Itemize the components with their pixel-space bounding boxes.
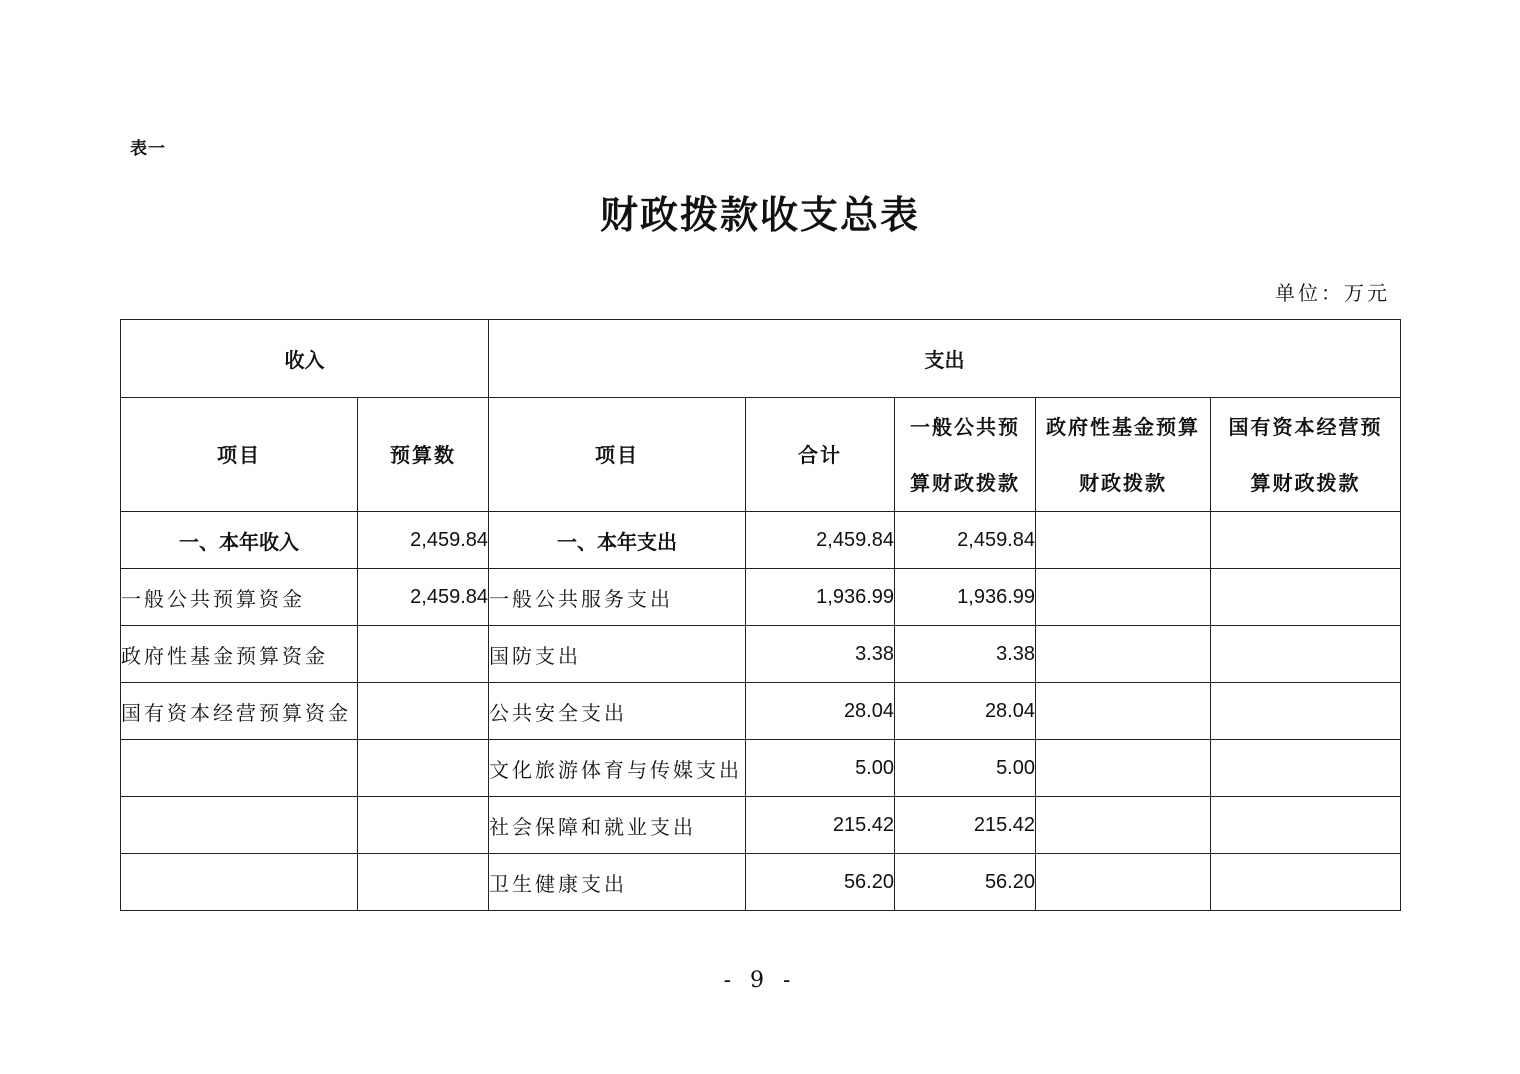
expenditure-group-header: 支出 (489, 320, 1401, 398)
table-row (121, 740, 1401, 797)
income-item-cell: 一般公共预算资金 (121, 569, 358, 626)
state-capital-cell (1211, 854, 1401, 911)
expenditure-total-cell: 28.04 (746, 683, 895, 740)
income-item-header: 项目 (121, 398, 358, 512)
general-budget-cell: 28.04 (895, 683, 1036, 740)
table-row (121, 797, 1401, 854)
expenditure-total-cell: 5.00 (746, 740, 895, 797)
expenditure-item-cell: 社会保障和就业支出 (489, 797, 746, 854)
gov-fund-cell (1036, 740, 1211, 797)
state-capital-cell (1211, 740, 1401, 797)
financial-summary-table (120, 319, 1401, 911)
expenditure-item-cell: 卫生健康支出 (489, 854, 746, 911)
general-budget-cell: 215.42 (895, 797, 1036, 854)
expenditure-item-cell: 文化旅游体育与传媒支出 (489, 740, 746, 797)
table-row (121, 512, 1401, 569)
state-capital-header (1211, 398, 1401, 512)
income-budget-header: 预算数 (358, 398, 489, 512)
document-title: 财政拨款收支总表 (599, 192, 920, 237)
income-item-cell: 政府性基金预算资金 (121, 626, 358, 683)
unit-label: 单位：万元 (1275, 281, 1390, 305)
table-label: 表一 (130, 139, 166, 159)
income-budget-cell (358, 626, 489, 683)
general-budget-cell: 5.00 (895, 740, 1036, 797)
expenditure-item-cell: 一、本年支出 (489, 512, 746, 569)
state-capital-header-line1: 国有资本经营预 (1228, 414, 1383, 439)
gov-fund-header-line1: 政府性基金预算 (1046, 414, 1200, 439)
income-item-cell (121, 854, 358, 911)
income-item-cell (121, 740, 358, 797)
state-capital-cell (1211, 569, 1401, 626)
general-budget-cell: 2,459.84 (895, 512, 1036, 569)
expenditure-total-cell: 215.42 (746, 797, 895, 854)
income-item-cell: 国有资本经营预算资金 (121, 683, 358, 740)
income-budget-cell (358, 797, 489, 854)
table-row (121, 854, 1401, 911)
gov-fund-cell (1036, 512, 1211, 569)
page-number: - 9 - (723, 968, 797, 993)
gov-fund-header-line2: 财政拨款 (1079, 470, 1167, 495)
group-header-row (121, 320, 1401, 398)
expenditure-item-header: 项目 (489, 398, 746, 512)
gov-fund-cell (1036, 797, 1211, 854)
state-capital-cell (1211, 512, 1401, 569)
income-item-cell (121, 797, 358, 854)
state-capital-cell (1211, 797, 1401, 854)
expenditure-item-cell: 国防支出 (489, 626, 746, 683)
income-budget-cell: 2,459.84 (358, 569, 489, 626)
gov-fund-cell (1036, 626, 1211, 683)
expenditure-total-header: 合计 (746, 398, 895, 512)
income-budget-cell: 2,459.84 (358, 512, 489, 569)
state-capital-header-line2: 算财政拨款 (1250, 470, 1361, 495)
expenditure-total-cell: 3.38 (746, 626, 895, 683)
expenditure-total-cell: 56.20 (746, 854, 895, 911)
expenditure-item-cell: 公共安全支出 (489, 683, 746, 740)
income-group-header: 收入 (121, 320, 489, 398)
general-budget-cell: 1,936.99 (895, 569, 1036, 626)
column-header-row (121, 398, 1401, 512)
state-capital-cell (1211, 683, 1401, 740)
gov-fund-cell (1036, 854, 1211, 911)
income-item-cell: 一、本年收入 (121, 512, 358, 569)
gov-fund-cell (1036, 569, 1211, 626)
expenditure-total-cell: 2,459.84 (746, 512, 895, 569)
state-capital-cell (1211, 626, 1401, 683)
gov-fund-cell (1036, 683, 1211, 740)
expenditure-total-cell: 1,936.99 (746, 569, 895, 626)
income-budget-cell (358, 683, 489, 740)
general-budget-cell: 3.38 (895, 626, 1036, 683)
table-row (121, 683, 1401, 740)
income-budget-cell (358, 740, 489, 797)
general-budget-cell: 56.20 (895, 854, 1036, 911)
table-row (121, 626, 1401, 683)
general-budget-header-line2: 算财政拨款 (910, 470, 1020, 495)
general-budget-header-line1: 一般公共预 (910, 414, 1020, 439)
expenditure-item-cell: 一般公共服务支出 (489, 569, 746, 626)
income-budget-cell (358, 854, 489, 911)
gov-fund-header (1036, 398, 1211, 512)
general-budget-header (895, 398, 1036, 512)
table-row (121, 569, 1401, 626)
